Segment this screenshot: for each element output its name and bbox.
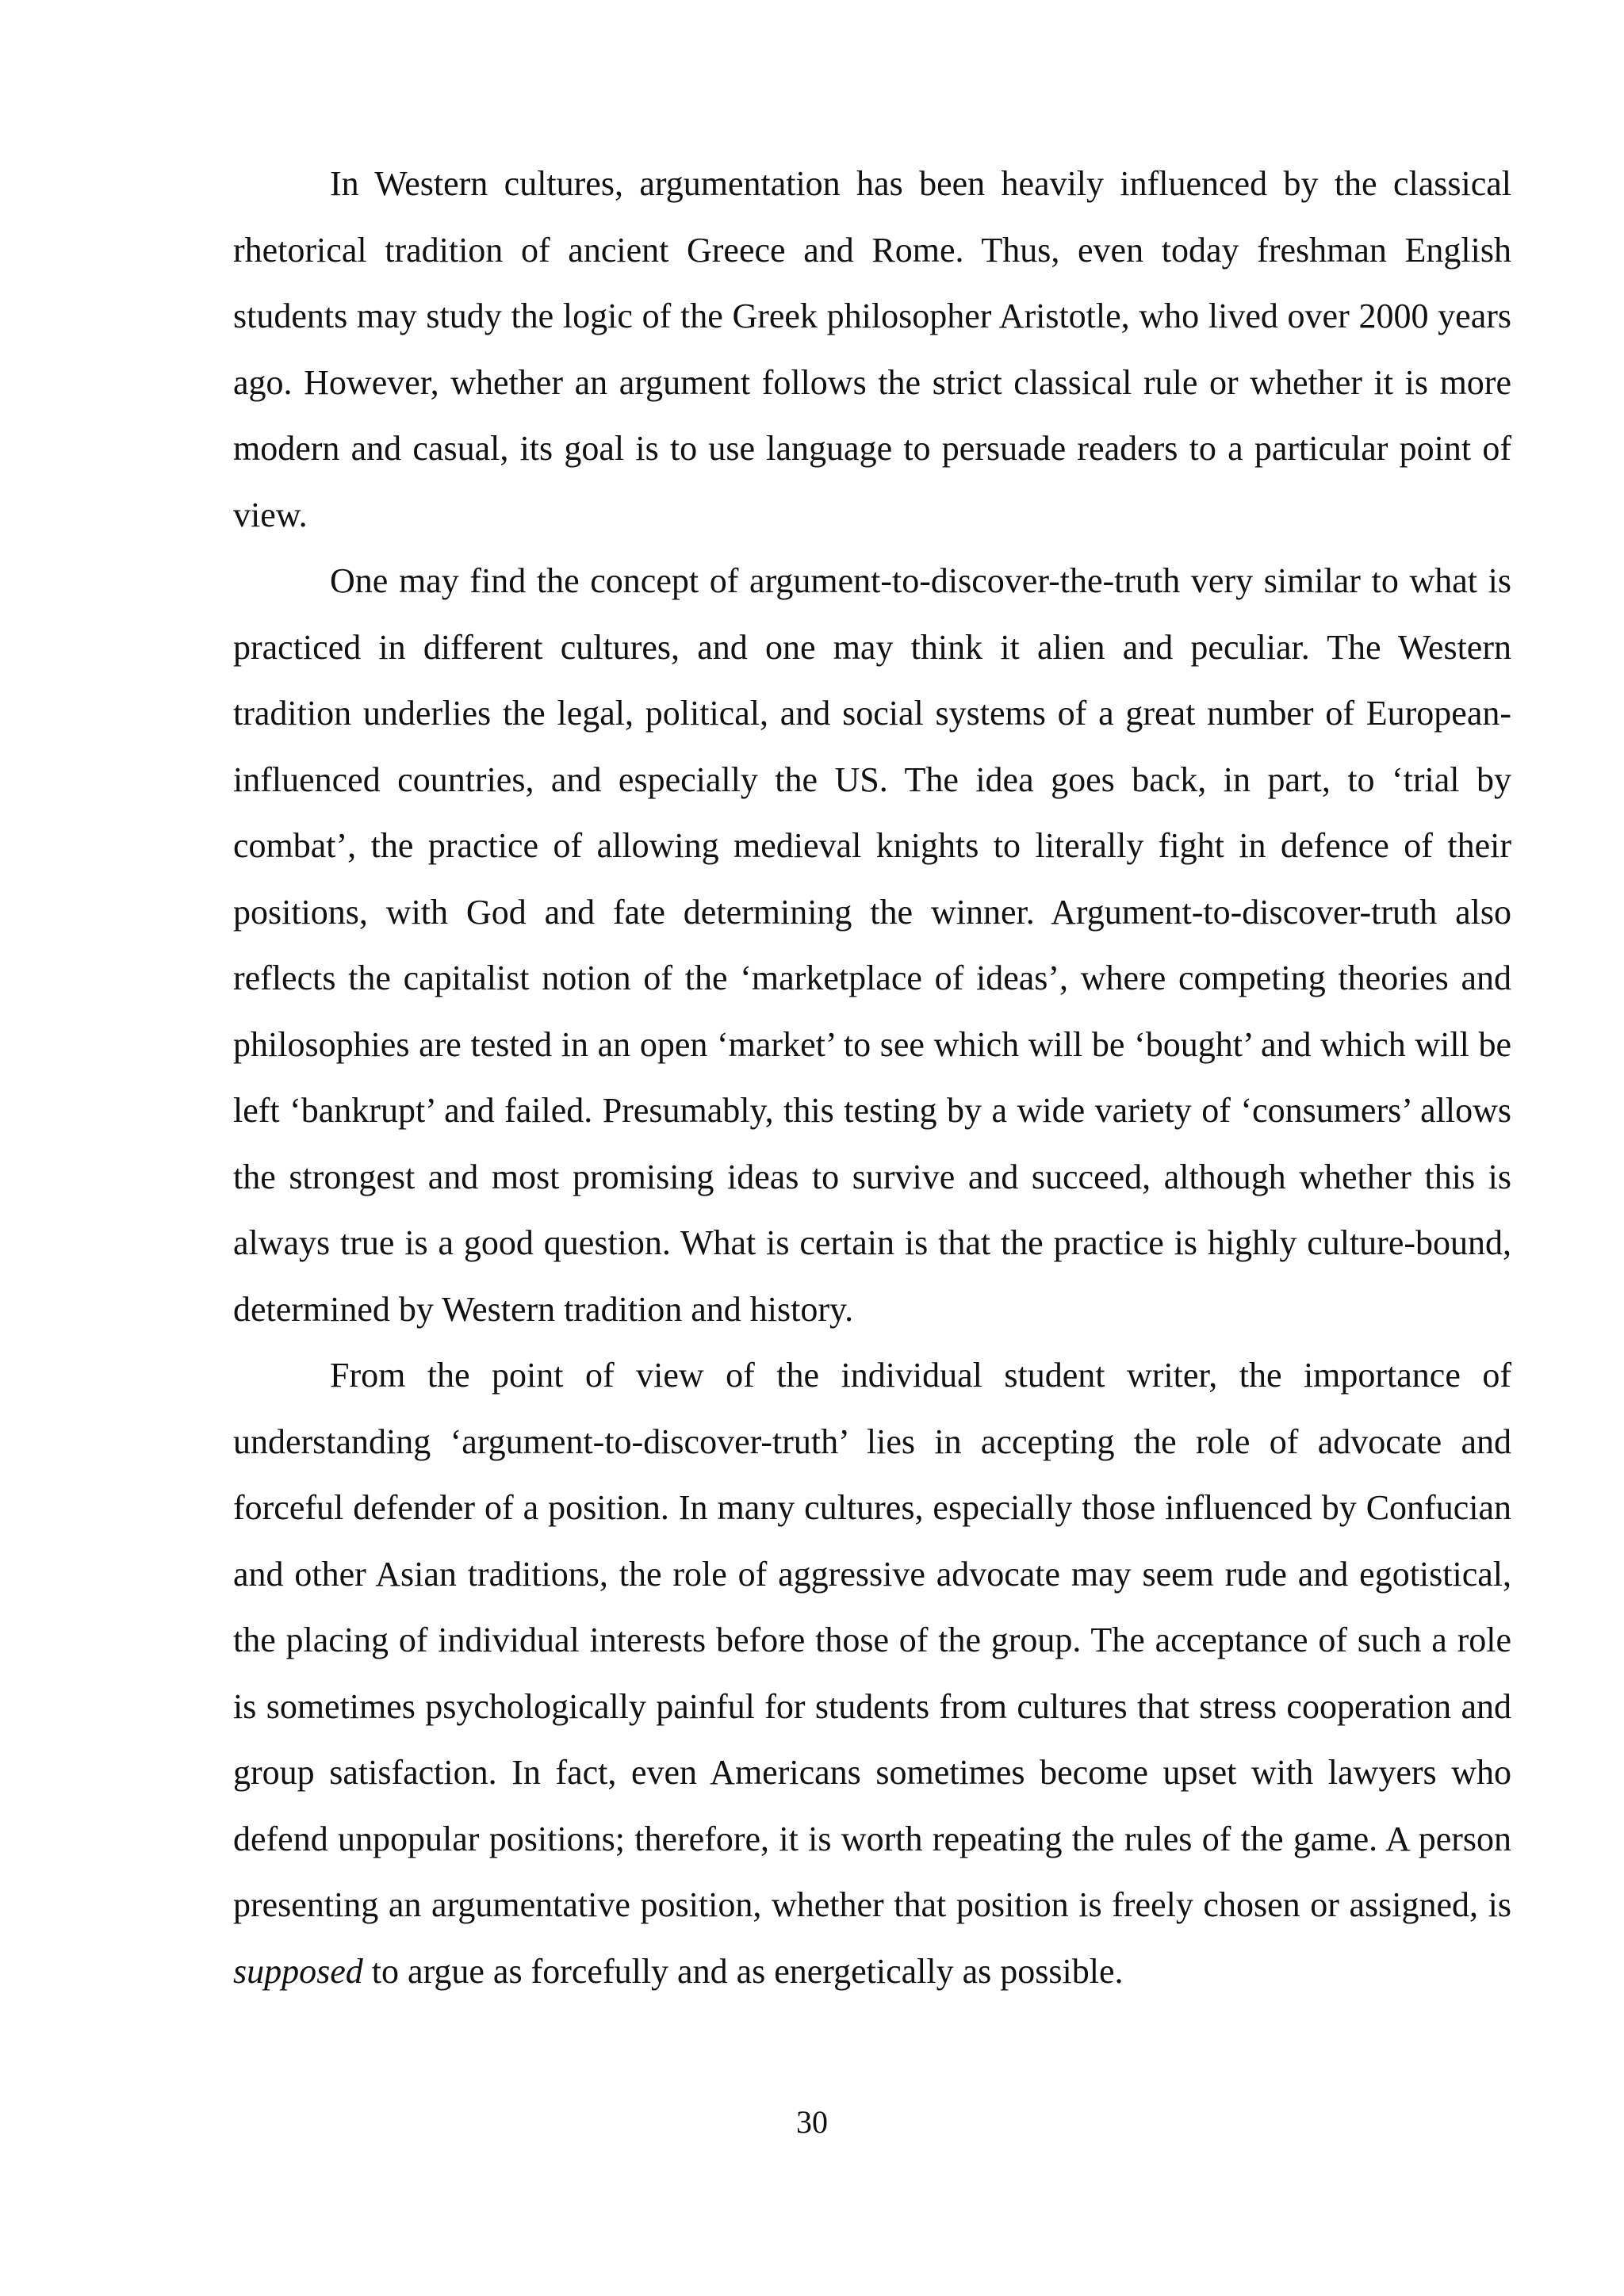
paragraph-3-text-after: to argue as forcefully and as energetically as possible.: [362, 1951, 1124, 1991]
paragraph-1: In Western cultures, argumentation has been heavily influenced by the classical rhetorical tradition of ancient Greece and Rome. Thus, even today freshman English students may study the logic of the Greek philosopher Aristotle, who lived over 2000 years ago. However, whether an argument follows the strict classical rule or whether it is more modern and casual, its goal is to use language to persuade readers to a particular point of view.: [233, 164, 1511, 534]
paragraph-2: One may find the concept of argument-to-discover-the-truth very similar to what is practiced in different cultures, and one may think it alien and peculiar. The Western tradition underlies the legal, political, and social systems of a great number of European-influenced countries, and especially the US. The idea goes back, in part, to ‘trial by combat’, the practice of allowing medieval knights to literally fight in defence of their positions, with God and fate determining the winner. Argument-to-discover-truth also reflects the capitalist notion of the ‘marketplace of ideas’, where competing theories and philosophies are tested in an open ‘market’ to see which will be ‘bought’ and which will be left ‘bankrupt’ and failed. Presumably, this testing by a wide variety of ‘consumers’ allows the strongest and most promising ideas to survive and succeed, although whether this is always true is a good question. What is certain is that the practice is highly culture-bound, determined by Western tradition and history.: [233, 561, 1511, 1329]
page-number: 30: [796, 2104, 828, 2140]
paragraph-3: [233, 1342, 1511, 2004]
paragraph-3-text-before: From the point of view of the individual student writer, the importance of understanding ‘argument-to-discover-truth’ lies in accepting the role of advocate and forceful defender of a position. In many cultures, especially those influenced by Confucian and other Asian traditions, the role of aggressive advocate may seem rude and egotistical, the placing of individual interests before those of the group. The acceptance of such a role is sometimes psychologically painful for students from cultures that stress cooperation and group satisfaction. In fact, even Americans sometimes become upset with lawyers who defend unpopular positions; therefore, it is worth repeating the rules of the game. A person presenting an argumentative position, whether that position is freely chosen or assigned, is: [233, 1356, 1511, 1924]
body-text: [233, 151, 1511, 2004]
paragraph-3-emphasis: supposed: [233, 1951, 363, 1991]
